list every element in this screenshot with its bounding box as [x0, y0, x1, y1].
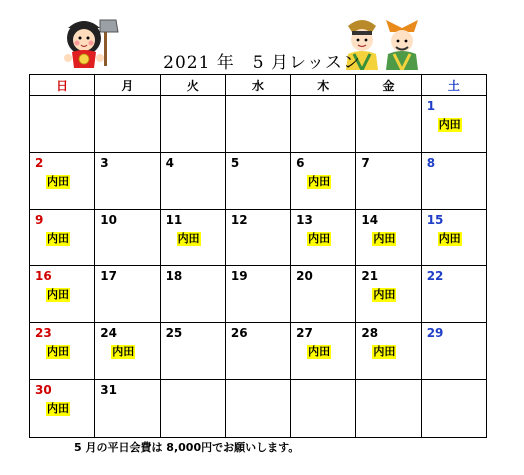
calendar-day-cell	[30, 96, 95, 153]
day-number: 8	[426, 155, 436, 170]
calendar-day-cell	[95, 96, 160, 153]
lesson-tag: 内田	[308, 174, 331, 188]
calendar-week-row	[30, 266, 487, 323]
calendar-day-cell	[421, 96, 486, 153]
calendar-day-cell	[160, 323, 225, 380]
day-number: 31	[100, 383, 117, 398]
calendar-day-cell	[95, 380, 160, 438]
calendar-day-cell	[356, 96, 421, 153]
calendar-day-cell	[95, 209, 160, 266]
day-number: 1	[426, 99, 436, 113]
calendar-day-cell	[30, 266, 95, 323]
lesson-tag: 内田	[47, 231, 69, 245]
calendar-day-cell	[291, 380, 356, 438]
calendar-day-cell	[160, 209, 225, 266]
day-number: 2	[35, 155, 44, 170]
day-number: 5	[230, 155, 240, 170]
weekday-friday: 金	[356, 75, 421, 96]
day-number: 9	[35, 212, 44, 227]
day-number: 17	[100, 269, 117, 284]
calendar-week-row	[30, 323, 487, 380]
lesson-tag: 内田	[438, 118, 461, 131]
day-number: 26	[230, 326, 248, 341]
lesson-tag: 内田	[47, 288, 69, 302]
lesson-tag: 内田	[177, 231, 200, 245]
calendar-day-cell	[356, 266, 421, 323]
calendar-day-cell	[160, 380, 225, 438]
calendar-title: 2021 年 5 月レッスン	[163, 53, 361, 73]
lesson-tag: 内田	[308, 231, 331, 245]
calendar-week-row	[30, 380, 487, 438]
calendar-day-cell	[225, 152, 290, 209]
calendar-day-cell	[291, 152, 356, 209]
day-number: 3	[100, 155, 109, 170]
lesson-tag: 内田	[47, 345, 69, 359]
day-number: 13	[296, 212, 313, 227]
calendar-day-cell	[225, 96, 290, 153]
day-number: 16	[35, 269, 52, 284]
calendar-day-cell	[291, 96, 356, 153]
lesson-tag: 内田	[308, 345, 331, 359]
calendar-day-cell	[356, 380, 421, 438]
day-number: 27	[296, 326, 313, 341]
calendar-day-cell	[30, 323, 95, 380]
day-number: 18	[165, 269, 183, 284]
weekday-monday: 月	[95, 75, 160, 96]
calendar-day-cell	[160, 266, 225, 323]
day-number: 20	[296, 269, 313, 284]
lesson-tag: 内田	[112, 345, 135, 359]
day-number: 6	[296, 155, 305, 170]
calendar-day-cell	[225, 380, 290, 438]
day-number: 23	[35, 326, 52, 341]
calendar-day-cell	[421, 266, 486, 323]
day-number: 10	[100, 212, 117, 227]
calendar-week-row	[30, 96, 487, 153]
lesson-tag: 内田	[373, 288, 396, 302]
day-number: 28	[361, 326, 379, 341]
calendar-day-cell	[95, 323, 160, 380]
lesson-tag: 内田	[373, 345, 396, 359]
calendar-day-cell	[291, 266, 356, 323]
calendar-grid	[29, 74, 487, 438]
calendar-day-cell	[160, 96, 225, 153]
weekday-header-row	[30, 75, 487, 96]
weekday-wednesday: 水	[225, 75, 290, 96]
lesson-tag: 内田	[438, 231, 461, 245]
day-number: 14	[361, 212, 379, 227]
calendar-day-cell	[95, 152, 160, 209]
calendar-day-cell	[30, 380, 95, 438]
calendar-week-row	[30, 209, 487, 266]
calendar-day-cell	[421, 152, 486, 209]
day-number: 12	[230, 212, 248, 227]
calendar-day-cell	[160, 152, 225, 209]
calendar-day-cell	[421, 209, 486, 266]
lesson-tag: 内田	[47, 402, 69, 416]
lesson-tag: 内田	[47, 174, 69, 188]
day-number: 25	[165, 326, 183, 341]
calendar-day-cell	[30, 209, 95, 266]
day-number: 29	[426, 326, 444, 341]
calendar-day-cell	[95, 266, 160, 323]
day-number: 11	[165, 212, 183, 227]
calendar-day-cell	[30, 152, 95, 209]
calendar-day-cell	[356, 209, 421, 266]
calendar-day-cell	[291, 323, 356, 380]
day-number: 19	[230, 269, 248, 284]
day-number: 22	[426, 269, 444, 284]
calendar-day-cell	[421, 380, 486, 438]
day-number: 7	[361, 155, 370, 170]
day-number: 15	[426, 212, 444, 227]
calendar-day-cell	[291, 209, 356, 266]
lesson-tag: 内田	[373, 231, 396, 245]
calendar-day-cell	[356, 323, 421, 380]
calendar-day-cell	[225, 266, 290, 323]
calendar-day-cell	[225, 323, 290, 380]
weekday-saturday: 土	[421, 75, 486, 96]
weekday-tuesday: 火	[160, 75, 225, 96]
weekday-thursday: 木	[291, 75, 356, 96]
day-number: 30	[35, 383, 52, 398]
day-number: 21	[361, 269, 379, 284]
calendar-day-cell	[225, 209, 290, 266]
calendar-day-cell	[356, 152, 421, 209]
calendar-day-cell	[421, 323, 486, 380]
calendar-week-row	[30, 152, 487, 209]
fee-note: 5 月の平日会費は 8,000円でお願いします。	[74, 441, 300, 454]
day-number: 24	[100, 326, 117, 341]
weekday-sunday: 日	[30, 75, 95, 96]
day-number: 4	[165, 155, 174, 170]
